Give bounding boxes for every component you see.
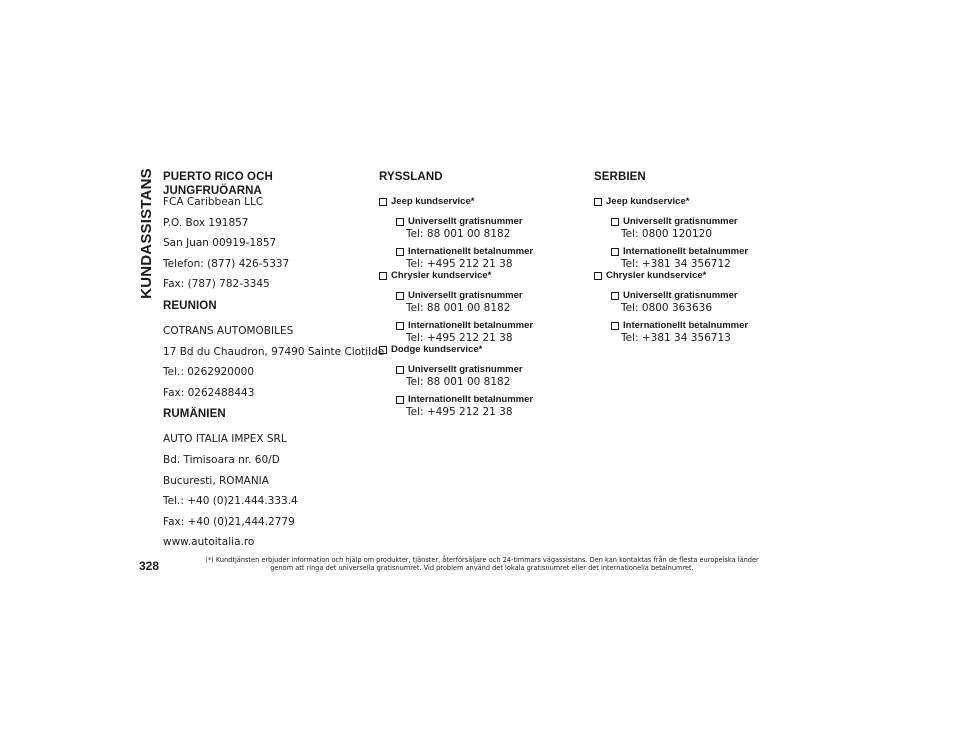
section-heading: PUERTO RICO OCH JUNGFRUÖARNA — [163, 171, 273, 197]
address-line: P.O. Box 191857 — [163, 216, 249, 229]
service-label: Universellt gratisnummer — [623, 216, 738, 227]
square-bullet-icon — [594, 272, 602, 280]
square-bullet-icon — [611, 292, 619, 300]
footnote-line: genom att ringa det universella gratisnumret. Vid problem använd det lokala gratisnumret eller det internationella betalnumret. — [270, 564, 694, 572]
service-entry — [379, 320, 579, 344]
service-type — [611, 216, 794, 228]
square-bullet-icon — [379, 272, 387, 280]
service-label: Internationellt betalnummer — [623, 246, 749, 257]
address-line: COTRANS AUTOMOBILES — [163, 324, 294, 337]
section-heading: RUMÄNIEN — [163, 408, 226, 421]
brand-label: Chrysler kundservice* — [391, 270, 492, 281]
phone-number: Tel: 0800 363636 — [621, 302, 713, 314]
square-bullet-icon — [396, 322, 404, 330]
brand-item-dodge — [379, 344, 579, 356]
brand-item-chrysler — [594, 270, 794, 282]
section-reunion — [163, 299, 385, 399]
square-bullet-icon — [396, 248, 404, 256]
service-entry — [379, 290, 579, 314]
service-entry — [594, 216, 794, 240]
service-type — [396, 216, 579, 228]
service-entry — [594, 320, 794, 344]
service-label: Internationellt betalnummer — [408, 320, 534, 331]
column-left — [163, 170, 385, 557]
service-entry — [379, 216, 579, 240]
section-heading: REUNION — [163, 299, 217, 312]
phone-number: Tel: 88 001 00 8182 — [406, 228, 511, 240]
square-bullet-icon — [396, 292, 404, 300]
brand-label: Dodge kundservice* — [391, 344, 483, 355]
phone-number: Tel: +495 212 21 38 — [406, 406, 513, 418]
fax-line: Fax: 0262488443 — [163, 386, 255, 399]
side-tab — [136, 162, 156, 304]
phone-number: Tel: 88 001 00 8182 — [406, 302, 511, 314]
service-type — [396, 320, 579, 332]
phone-line: Telefon: (877) 426-5337 — [163, 257, 290, 270]
phone-line: Tel.: +40 (0)21.444.333.4 — [163, 495, 298, 508]
service-label: Universellt gratisnummer — [408, 364, 523, 375]
square-bullet-icon — [594, 198, 602, 206]
brand-item-jeep — [594, 196, 794, 208]
service-type — [611, 246, 794, 258]
fax-line: Fax: (787) 782-3345 — [163, 278, 270, 291]
brand-item-chrysler — [379, 270, 579, 282]
phone-number: Tel: +381 34 356713 — [621, 332, 731, 344]
column-right — [594, 170, 794, 350]
phone-number: Tel: +495 212 21 38 — [406, 332, 513, 344]
service-type — [396, 246, 579, 258]
service-entry — [379, 394, 579, 418]
service-entry — [594, 246, 794, 270]
service-type — [396, 364, 579, 376]
brand-label: Jeep kundservice* — [391, 196, 475, 207]
address-line: AUTO ITALIA IMPEX SRL — [163, 433, 287, 446]
address-line: Bd. Timisoara nr. 60/D — [163, 453, 280, 466]
section-puerto-rico — [163, 170, 368, 290]
fax-line: Fax: +40 (0)21,444.2779 — [163, 515, 295, 528]
phone-number: Tel: 0800 120120 — [621, 228, 713, 240]
service-type — [396, 290, 579, 302]
phone-number: Tel: 88 001 00 8182 — [406, 376, 511, 388]
website-line: www.autoitalia.ro — [163, 536, 255, 549]
square-bullet-icon — [396, 396, 404, 404]
service-entry — [594, 290, 794, 314]
address-line: FCA Caribbean LLC — [163, 196, 264, 208]
square-bullet-icon — [396, 218, 404, 226]
phone-line: Tel.: 0262920000 — [163, 366, 255, 379]
service-label: Universellt gratisnummer — [408, 216, 523, 227]
square-bullet-icon — [611, 248, 619, 256]
footnote-line: (*) Kundtjänsten erbjuder information och hjälp om produkter, tjänster, återförsäljare och 24-timmars vägassistans. Den kan kontaktas från de flesta europeiska länder — [205, 556, 759, 564]
brand-item-jeep — [379, 196, 579, 208]
service-type — [611, 320, 794, 332]
square-bullet-icon — [379, 198, 387, 206]
service-entry — [379, 364, 579, 388]
service-type — [611, 290, 794, 302]
brand-label: Chrysler kundservice* — [606, 270, 707, 281]
service-label: Internationellt betalnummer — [623, 320, 749, 331]
address-line: Bucuresti, ROMANIA — [163, 474, 269, 487]
address-line: San Juan 00919-1857 — [163, 237, 277, 250]
page-number: 328 — [139, 559, 160, 573]
address-line: 17 Bd du Chaudron, 97490 Sainte Clotilde — [163, 345, 385, 358]
footnote — [172, 556, 792, 572]
service-type — [396, 394, 579, 406]
square-bullet-icon — [396, 366, 404, 374]
section-rumanien — [163, 407, 368, 548]
phone-number: Tel: +495 212 21 38 — [406, 258, 513, 270]
service-label: Internationellt betalnummer — [408, 246, 534, 257]
side-tab-label: KUNDASSISTANS — [137, 167, 155, 299]
brand-label: Jeep kundservice* — [606, 196, 690, 207]
square-bullet-icon — [611, 322, 619, 330]
square-bullet-icon — [379, 346, 387, 354]
service-label: Internationellt betalnummer — [408, 394, 534, 405]
section-heading-serbien: SERBIEN — [594, 171, 646, 183]
square-bullet-icon — [611, 218, 619, 226]
service-label: Universellt gratisnummer — [623, 290, 738, 301]
service-entry — [379, 246, 579, 270]
column-middle — [379, 170, 579, 424]
phone-number: Tel: +381 34 356712 — [621, 258, 731, 270]
service-label: Universellt gratisnummer — [408, 290, 523, 301]
section-heading-ryssland: RYSSLAND — [379, 171, 443, 183]
